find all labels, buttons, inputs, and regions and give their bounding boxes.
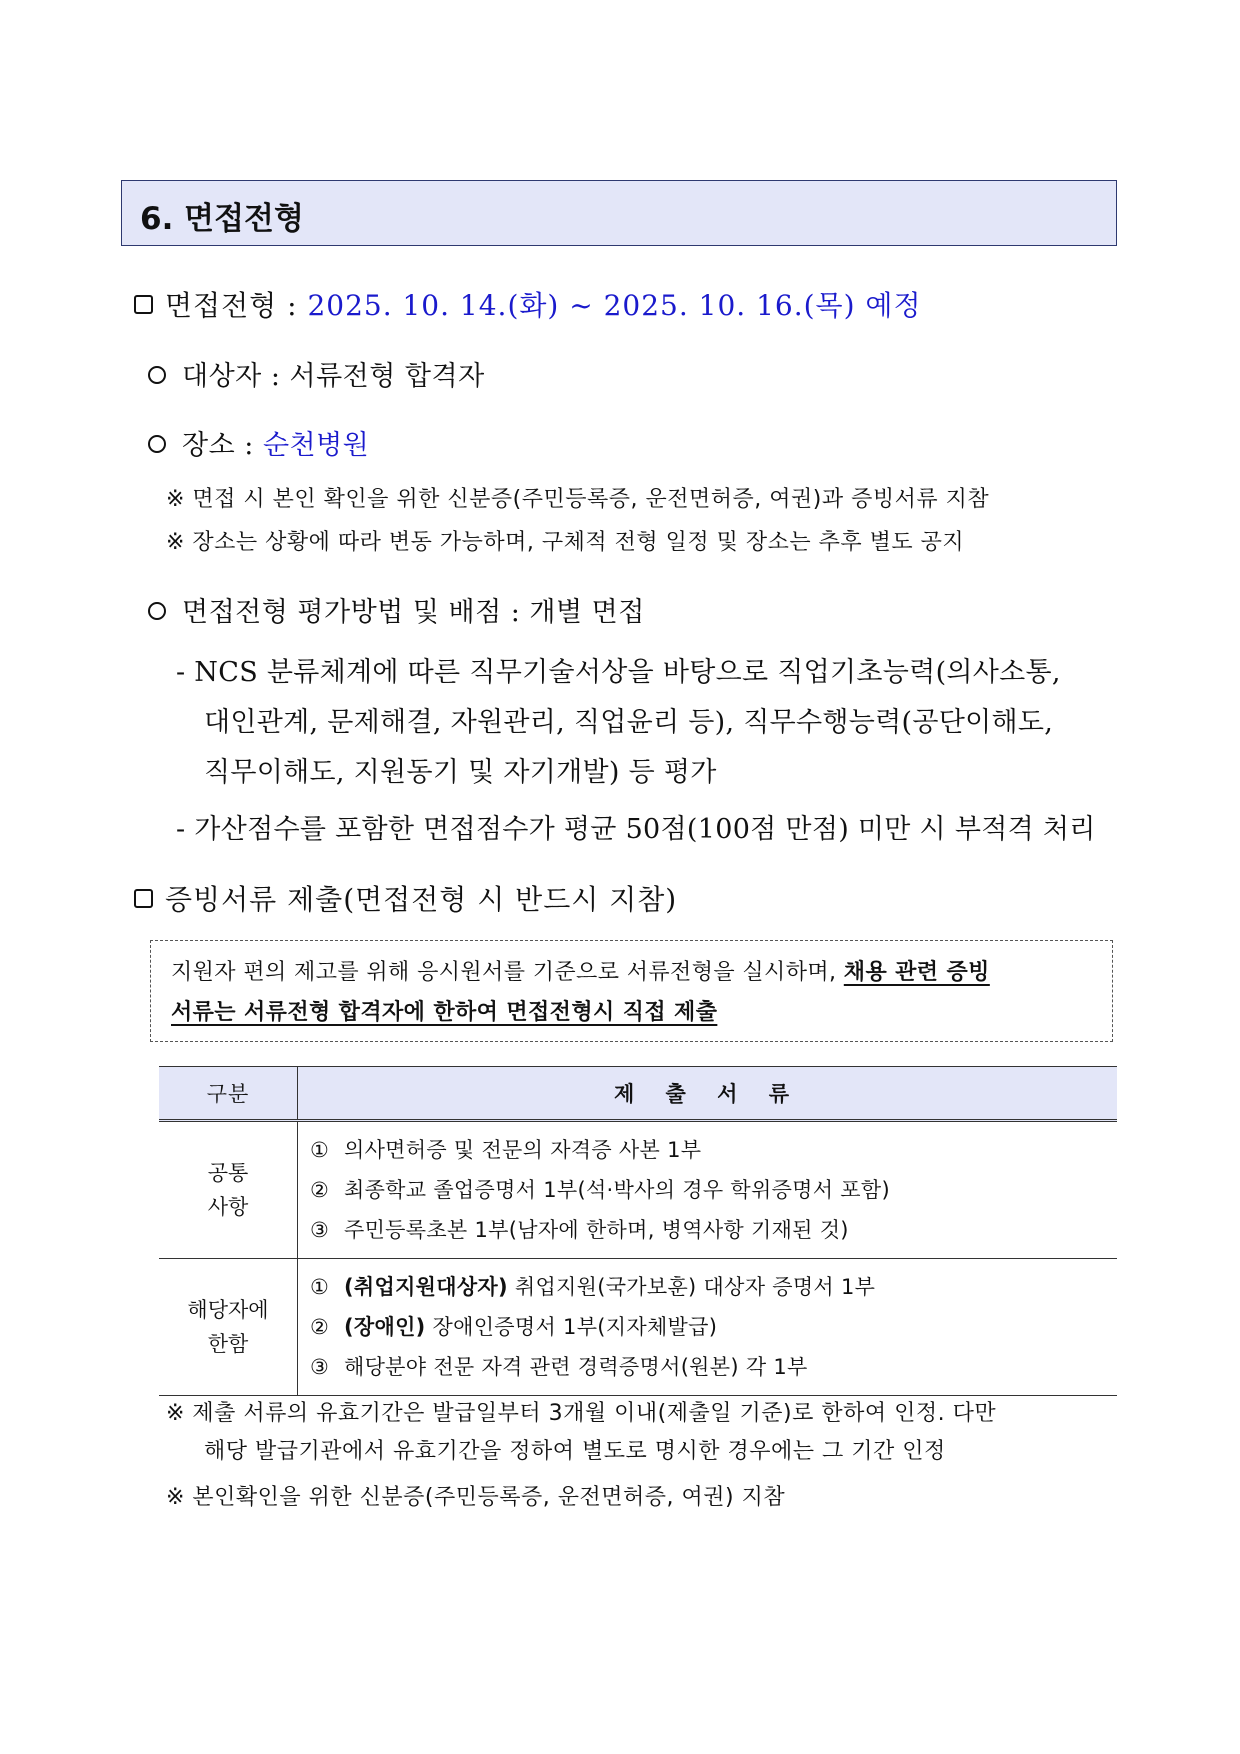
method-bullet-1-line-1: - NCS 분류체계에 따른 직무기술서상을 바탕으로 직업기초능력(의사소통,: [176, 657, 1061, 688]
footnote-2: ※ 본인확인을 위한 신분증(주민등록증, 운전면허증, 여권) 지참: [166, 1485, 786, 1510]
item-number: ③: [310, 1355, 330, 1379]
place-note-1: ※ 면접 시 본인 확인을 위한 신분증(주민등록증, 운전면허증, 여권)과 증빙서류 지참: [166, 487, 990, 512]
notice-underline-2: 서류는 서류전형 합격자에 한하여 면접전형시 직접 제출: [171, 1000, 718, 1025]
table-header-row: [159, 1067, 1117, 1121]
circle-bullet-icon: [148, 435, 166, 453]
list-item: [310, 1267, 1117, 1307]
items-cell: [298, 1259, 1118, 1396]
method-title: 면접전형 평가방법 및 배점 : 개별 면접: [182, 597, 645, 628]
category-cell: [159, 1259, 298, 1396]
method-line: [148, 590, 645, 629]
item-text: 취업지원(국가보훈) 대상자 증명서 1부: [507, 1275, 876, 1299]
col-docs-header: 제 출 서 류: [298, 1067, 1118, 1121]
item-number: ②: [310, 1315, 330, 1339]
category-line-1: 해당자에: [187, 1298, 269, 1322]
list-item: [310, 1307, 1117, 1347]
category-line-1: 공통: [207, 1161, 249, 1185]
checkbox-square-icon: [134, 295, 153, 314]
notice-box: [150, 940, 1113, 1042]
category-cell: [159, 1121, 298, 1259]
item-text: 해당분야 전문 자격 관련 경력증명서(원본) 각 1부: [344, 1355, 808, 1379]
interview-schedule-line: [134, 284, 922, 324]
interview-schedule: 2025. 10. 14.(화) ~ 2025. 10. 16.(목) 예정: [307, 289, 922, 322]
documents-table: [159, 1066, 1117, 1396]
item-bold: (장애인): [344, 1315, 426, 1339]
item-bold: (취업지원대상자): [344, 1275, 508, 1299]
table-row: [159, 1121, 1117, 1259]
interview-label: 면접전형 :: [165, 289, 298, 322]
place-note-2: ※ 장소는 상황에 따라 변동 가능하며, 구체적 전형 일정 및 장소는 추후 별도 공지: [166, 530, 965, 555]
footnote-1-line-1: ※ 제출 서류의 유효기간은 발급일부터 3개월 이내(제출일 기준)로 한하여 인정. 다만: [166, 1401, 997, 1426]
place-line: [148, 423, 369, 462]
section-title: 6. 면접전형: [140, 201, 304, 237]
category-line-2: 사항: [207, 1195, 249, 1219]
method-bullet-1-line-3: 직무이해도, 지원동기 및 자기개발) 등 평가: [204, 757, 717, 788]
notice-line-1: [171, 955, 990, 986]
documents-title-line: [134, 878, 677, 918]
circle-bullet-icon: [148, 602, 166, 620]
documents-title: 증빙서류 제출(면접전형 시 반드시 지참): [165, 883, 678, 916]
item-text: 장애인증명서 1부(지자체발급): [425, 1315, 718, 1339]
place-value: 순천병원: [262, 430, 370, 461]
method-bullet-1-line-2: 대인관계, 문제해결, 자원관리, 직업윤리 등), 직무수행능력(공단이해도,: [204, 707, 1054, 738]
item-text: 의사면허증 및 전문의 자격증 사본 1부: [344, 1138, 702, 1162]
checkbox-square-icon: [134, 889, 153, 908]
circle-bullet-icon: [148, 366, 166, 384]
target-text: 대상자 : 서류전형 합격자: [182, 361, 485, 392]
footnote-1-line-2: 해당 발급기관에서 유효기간을 정하여 별도로 명시한 경우에는 그 기간 인정: [204, 1439, 946, 1464]
section-header: [121, 180, 1117, 246]
item-text: 최종학교 졸업증명서 1부(석·박사의 경우 학위증명서 포함): [344, 1178, 890, 1202]
items-cell: [298, 1121, 1118, 1259]
method-bullet-2: - 가산점수를 포함한 면접점수가 평균 50점(100점 만점) 미만 시 부적격 처리: [176, 814, 1096, 845]
list-item: [310, 1130, 1117, 1170]
target-line: [148, 354, 485, 393]
list-item: [310, 1170, 1117, 1210]
notice-line-2: [171, 995, 717, 1026]
notice-plain: 지원자 편의 제고를 위해 응시원서를 기준으로 서류전형을 실시하며,: [171, 960, 844, 985]
notice-underline-1: 채용 관련 증빙: [843, 960, 990, 985]
item-number: ③: [310, 1218, 330, 1242]
item-number: ①: [310, 1138, 330, 1162]
item-number: ①: [310, 1275, 330, 1299]
place-label: 장소 :: [182, 430, 254, 461]
category-line-2: 한함: [207, 1332, 249, 1356]
list-item: [310, 1347, 1117, 1387]
col-category-header: 구분: [159, 1067, 298, 1121]
table-row: [159, 1259, 1117, 1396]
item-number: ②: [310, 1178, 330, 1202]
item-text: 주민등록초본 1부(남자에 한하며, 병역사항 기재된 것): [344, 1218, 849, 1242]
list-item: [310, 1210, 1117, 1250]
